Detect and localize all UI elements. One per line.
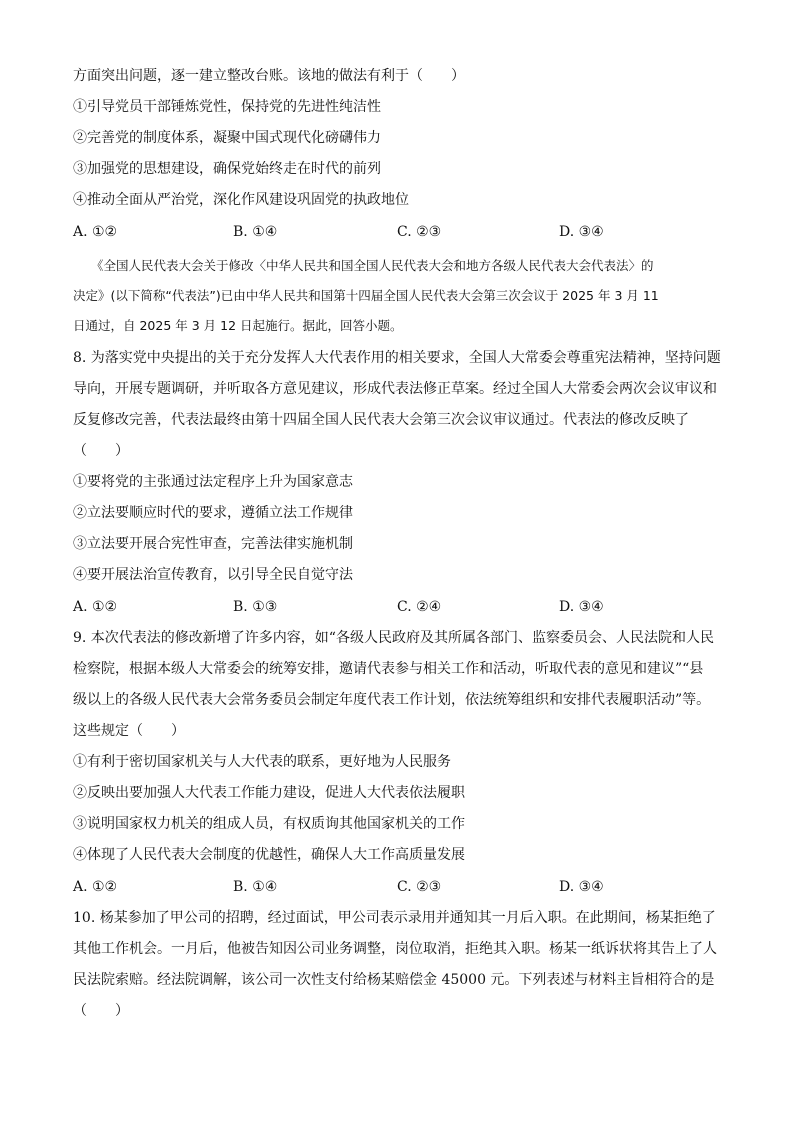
choice-item: ②立法要顺应时代的要求，遵循立法工作规律 <box>73 505 353 521</box>
choice-item: ③说明国家权力机关的组成人员，有权质询其他国家机关的工作 <box>73 816 465 832</box>
passage-line: 决定》(以下简称“代表法”)已由中华人民共和国第十四届全国人民代表大会第三次会议于 2025 年 3 月 11 <box>73 288 659 303</box>
question-8-stem: 8. 为落实党中央提出的关于充分发挥人大代表作用的相关要求，全国人大常委会尊重宪法精神，坚持问题 <box>73 350 721 366</box>
option-b: B. ①③ <box>233 599 278 615</box>
choice-item: ①要将党的主张通过法定程序上升为国家意志 <box>73 474 353 490</box>
option-a: A. ①② <box>73 224 118 240</box>
choice-item: ④体现了人民代表大会制度的优越性，确保人大工作高质量发展 <box>73 847 465 863</box>
question-9-stem: 级以上的各级人民代表大会常务委员会制定年度代表工作计划，依法统筹组织和安排代表履职活动”等。 <box>73 692 711 708</box>
question-8-stem: 导向，开展专题调研，并听取各方意见建议，形成代表法修正草案。经过全国人大常委会两次会议审议和 <box>73 381 717 397</box>
question-stem-line: 方面突出问题，逐一建立整改台账。该地的做法有利于（ ） <box>73 68 465 84</box>
question-10-stem: 其他工作机会。一月后，他被告知因公司业务调整，岗位取消，拒绝其入职。杨某一纸诉状将其告上了人 <box>73 941 717 957</box>
choice-item: ③加强党的思想建设，确保党始终走在时代的前列 <box>73 161 381 177</box>
option-b: B. ①④ <box>233 879 278 895</box>
answer-options <box>73 222 723 242</box>
question-10-stem: 民法院索赔。经法院调解，该公司一次性支付给杨某赔偿金 45000 元。下列表述与材料主旨相符合的是 <box>73 972 715 988</box>
choice-item: ①引导党员干部锤炼党性，保持党的先进性纯洁性 <box>73 99 381 115</box>
question-9-stem: 检察院，根据本级人大常委会的统筹安排，邀请代表参与相关工作和活动，听取代表的意见和建议”“县 <box>73 661 704 677</box>
answer-options <box>73 597 723 617</box>
answer-options <box>73 877 723 897</box>
choice-item: ④推动全面从严治党，深化作风建设巩固党的执政地位 <box>73 192 409 208</box>
choice-item: ④要开展法治宣传教育，以引导全民自觉守法 <box>73 567 353 583</box>
passage-line: 日通过，自 2025 年 3 月 12 日起施行。据此，回答小题。 <box>73 318 403 333</box>
option-c: C. ②③ <box>397 224 442 240</box>
option-c: C. ②③ <box>397 879 442 895</box>
option-d: D. ③④ <box>559 879 604 895</box>
option-a: A. ①② <box>73 879 118 895</box>
choice-item: ②反映出要加强人大代表工作能力建设，促进人大代表依法履职 <box>73 785 465 801</box>
passage-line: 《全国人民代表大会关于修改〈中华人民共和国全国人民代表大会和地方各级人民代表大会代表法〉的 <box>91 258 654 273</box>
option-b: B. ①④ <box>233 224 278 240</box>
option-a: A. ①② <box>73 599 118 615</box>
choice-item: ①有利于密切国家机关与人大代表的联系，更好地为人民服务 <box>73 754 451 770</box>
choice-item: ②完善党的制度体系，凝聚中国式现代化磅礴伟力 <box>73 130 381 146</box>
option-d: D. ③④ <box>559 224 604 240</box>
question-10-stem: 10. 杨某参加了甲公司的招聘，经过面试，甲公司表示录用并通知其一月后入职。在此期间，杨某拒绝了 <box>73 910 716 926</box>
choice-item: ③立法要开展合宪性审查，完善法律实施机制 <box>73 536 353 552</box>
question-8-stem: （ ） <box>73 443 129 459</box>
question-8-stem: 反复修改完善，代表法最终由第十四届全国人民代表大会第三次会议审议通过。代表法的修改反映了 <box>73 412 689 428</box>
question-9-stem: 这些规定（ ） <box>73 723 185 739</box>
option-d: D. ③④ <box>559 599 604 615</box>
option-c: C. ②④ <box>397 599 442 615</box>
question-9-stem: 9. 本次代表法的修改新增了许多内容，如“各级人民政府及其所属各部门、监察委员会、人民法院和人民 <box>73 630 714 646</box>
question-10-stem: （ ） <box>73 1003 129 1019</box>
